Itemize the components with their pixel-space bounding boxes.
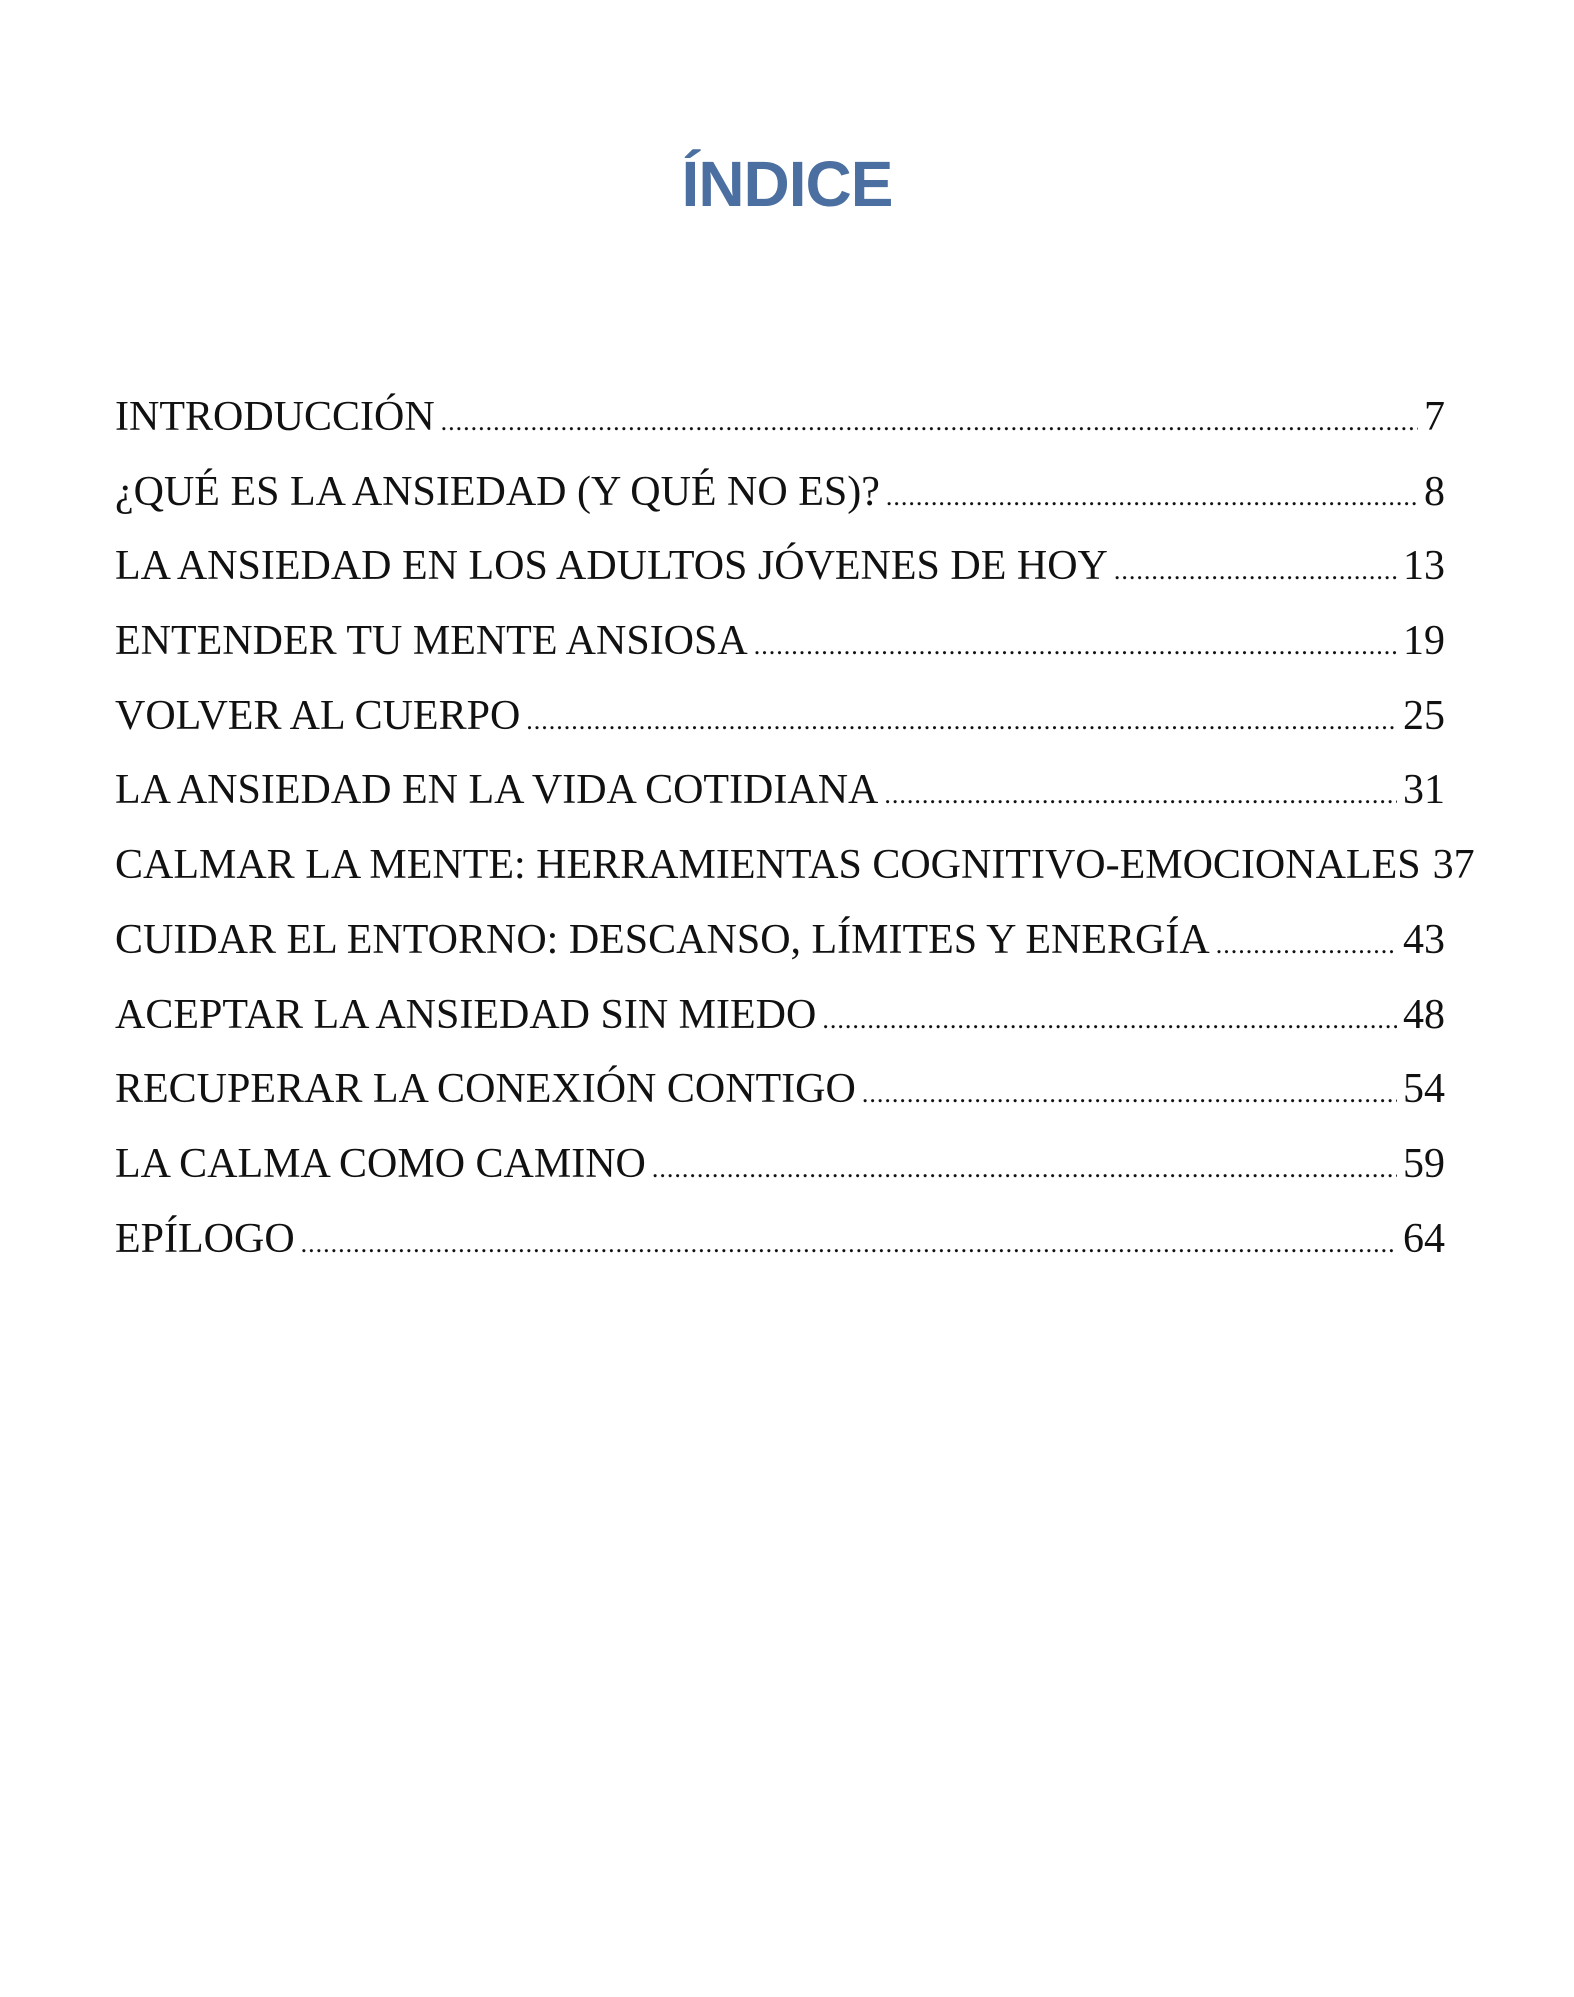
dot-leader xyxy=(884,782,1397,808)
toc-page-number: 19 xyxy=(1403,618,1445,665)
toc-entry-title: ¿QUÉ ES LA ANSIEDAD (Y QUÉ NO ES)? xyxy=(115,468,880,515)
toc-entry-title: VOLVER AL CUERPO xyxy=(115,692,521,739)
dot-leader xyxy=(1216,932,1397,958)
toc-entry-title: LA ANSIEDAD EN LOS ADULTOS JÓVENES DE HOY xyxy=(115,543,1108,590)
dot-leader xyxy=(441,409,1418,435)
toc-entry xyxy=(115,393,1445,468)
toc-entry-title: CUIDAR EL ENTORNO: DESCANSO, LÍMITES Y ENERGÍA xyxy=(115,916,1210,963)
toc-entry-title: EPÍLOGO xyxy=(115,1215,295,1262)
toc-entry xyxy=(115,1140,1445,1215)
table-of-contents xyxy=(115,393,1475,1289)
dot-leader xyxy=(526,708,1397,734)
dot-leader xyxy=(862,1081,1397,1107)
toc-entry xyxy=(115,1065,1445,1140)
toc-entry-title: LA CALMA COMO CAMINO xyxy=(115,1140,646,1187)
dot-leader xyxy=(754,633,1397,659)
toc-entry-title: ACEPTAR LA ANSIEDAD SIN MIEDO xyxy=(115,991,817,1038)
toc-entry xyxy=(115,841,1475,916)
toc-entry-title: CALMAR LA MENTE: HERRAMIENTAS COGNITIVO-EMOCIONALES xyxy=(115,842,1421,889)
toc-page-number: 7 xyxy=(1424,394,1445,440)
toc-page-number: 31 xyxy=(1403,767,1445,814)
toc-entry xyxy=(115,1215,1445,1290)
dot-leader xyxy=(652,1156,1397,1182)
toc-entry xyxy=(115,991,1445,1066)
toc-page-number: 43 xyxy=(1403,916,1445,963)
toc-page-number: 25 xyxy=(1403,692,1445,739)
toc-entry xyxy=(115,692,1445,767)
toc-entry xyxy=(115,916,1445,991)
toc-page-number: 37 xyxy=(1432,842,1475,889)
dot-leader xyxy=(886,484,1418,510)
dot-leader xyxy=(301,1231,1397,1257)
toc-page-number: 64 xyxy=(1403,1215,1445,1262)
page-title: ÍNDICE xyxy=(681,148,893,220)
toc-entry xyxy=(115,766,1445,841)
toc-entry-title: RECUPERAR LA CONEXIÓN CONTIGO xyxy=(115,1066,856,1113)
dot-leader xyxy=(1114,558,1397,584)
toc-entry-title: INTRODUCCIÓN xyxy=(115,394,435,440)
toc-entry-title: LA ANSIEDAD EN LA VIDA COTIDIANA xyxy=(115,767,879,814)
toc-page-number: 54 xyxy=(1403,1066,1445,1113)
toc-entry xyxy=(115,542,1445,617)
toc-page-number: 13 xyxy=(1403,543,1445,590)
toc-entry xyxy=(115,617,1445,692)
toc-page-number: 59 xyxy=(1403,1140,1445,1187)
toc-page-number: 8 xyxy=(1424,468,1445,515)
toc-entry xyxy=(115,468,1445,543)
toc-page-number: 48 xyxy=(1403,991,1445,1038)
dot-leader xyxy=(822,1007,1397,1033)
toc-entry-title: ENTENDER TU MENTE ANSIOSA xyxy=(115,618,748,665)
